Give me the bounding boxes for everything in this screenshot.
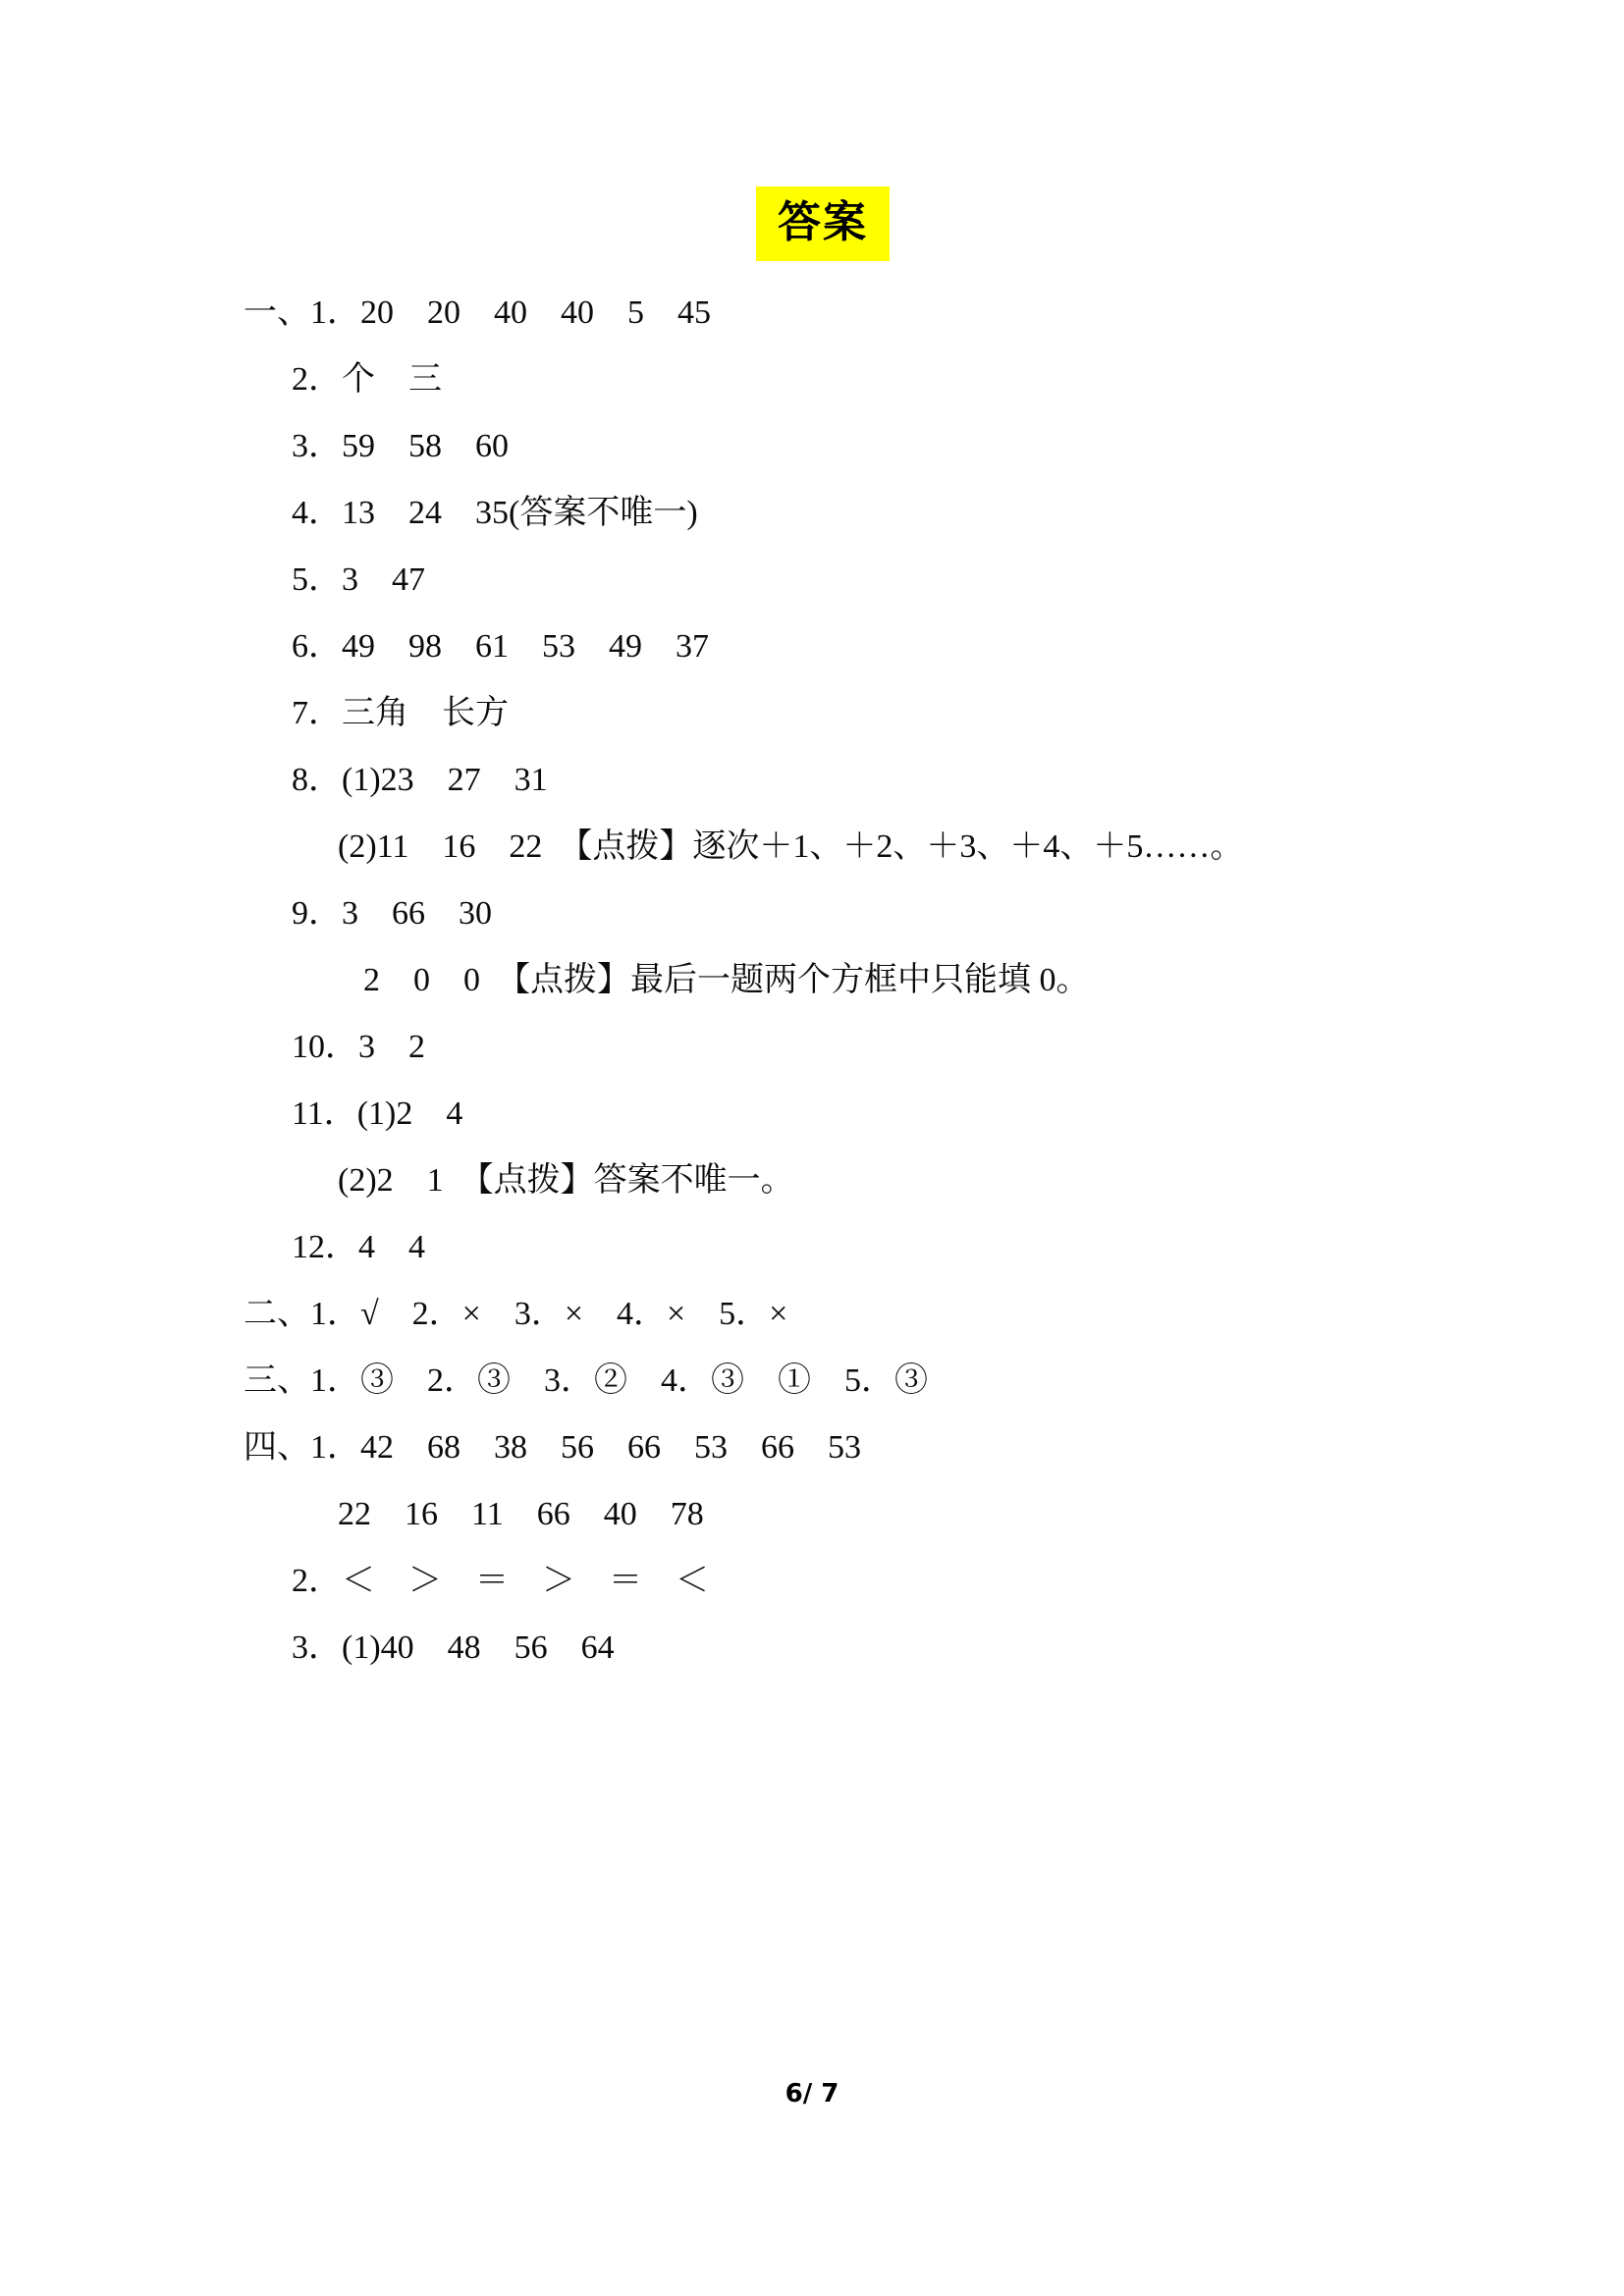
page-number: 6/ 7 bbox=[785, 2079, 839, 2109]
answer-line-sec1-q10: 10．3 2 bbox=[292, 1029, 425, 1066]
answer-list bbox=[244, 296, 1402, 1665]
answer-line-sec1-q12: 12．4 4 bbox=[292, 1229, 425, 1266]
answer-line-sec1-q3: 3．59 58 60 bbox=[292, 428, 509, 465]
answer-line-sec1-q9b: 2 0 0 【点拨】最后一题两个方框中只能填 0。 bbox=[363, 962, 1090, 999]
answer-line-sec1-q5: 5．3 47 bbox=[292, 561, 425, 599]
answer-line-sec1-q11b: (2)2 1 【点拨】答案不唯一。 bbox=[338, 1162, 794, 1200]
answer-line-sec1-q11: 11．(1)2 4 bbox=[292, 1095, 463, 1133]
answer-line-sec1-q2: 2．个 三 bbox=[292, 361, 442, 399]
answer-line-sec4-q1b: 22 16 11 66 40 78 bbox=[338, 1496, 704, 1533]
answer-line-sec1-q8b: (2)11 16 22 【点拨】逐次＋1、＋2、＋3、＋4、＋5……。 bbox=[338, 828, 1244, 866]
answer-line-sec1-q9: 9．3 66 30 bbox=[292, 895, 492, 933]
answer-line-sec1-q1: 一、1．20 20 40 40 5 45 bbox=[244, 294, 711, 332]
answer-line-sec3: 三、1．③ 2．③ 3．② 4．③ ① 5．③ bbox=[244, 1362, 928, 1400]
page-footer bbox=[0, 2079, 1624, 2109]
answer-line-sec1-q4: 4．13 24 35(答案不唯一) bbox=[292, 495, 698, 532]
answer-line-sec1-q7: 7．三角 长方 bbox=[292, 695, 509, 732]
page-content bbox=[244, 187, 1402, 1698]
answer-line-sec1-q8: 8．(1)23 27 31 bbox=[292, 762, 548, 799]
answer-line-sec4-q3: 3．(1)40 48 56 64 bbox=[292, 1629, 615, 1667]
answer-line-sec2: 二、1．√ 2．× 3．× 4．× 5．× bbox=[244, 1296, 788, 1333]
answer-line-sec4-q2: 2．＜ ＞ ＝ ＞ ＝ ＜ bbox=[292, 1563, 709, 1600]
title-row bbox=[244, 187, 1402, 261]
page-title: 答案 bbox=[756, 187, 890, 261]
answer-line-sec4-q1: 四、1．42 68 38 56 66 53 66 53 bbox=[244, 1429, 861, 1467]
answer-line-sec1-q6: 6．49 98 61 53 49 37 bbox=[292, 628, 709, 666]
